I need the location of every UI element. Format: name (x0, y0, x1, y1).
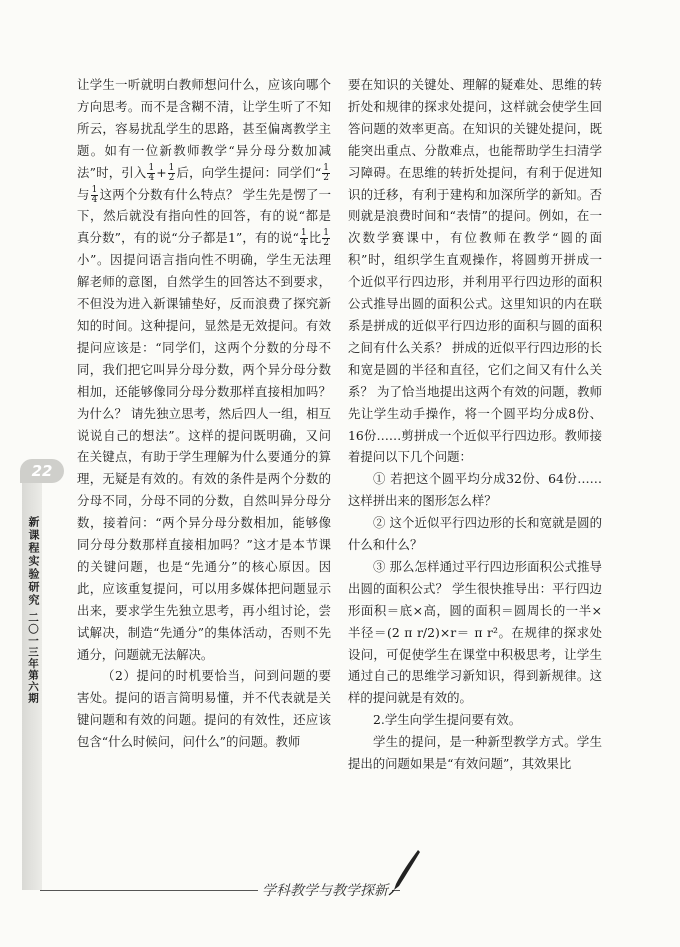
question-3: ③ 那么怎样通过平行四边形面积公式推导出圆的面积公式？ 学生很快推导出：平行四边形面积＝底×高，圆的面积＝圆周长的一半×半径＝(2 π r/2)×r＝ π r²。在规律的探求处设问，可促使学生在课堂中积极思考，让学生通过自己的思维学习新知识，得到新规律。这样的提问就是有效的。 (348, 558, 602, 706)
question-1: ① 若把这个圆平均分成32份、64份……这样拼出来的图形怎么样？ (348, 471, 602, 509)
fraction (300, 229, 308, 248)
numerator: 1 (300, 228, 307, 239)
fraction (168, 164, 176, 183)
paragraph: 学生的提问，是一种新型教学方式。学生提出的问题如果是“有效问题”，其效果比 (348, 734, 602, 772)
text-run: 这两个分数有什么特点？ 学生先是愣了一下，然后就没有指向性的回答，有的说“都是真分数”，有的说“分子都是1”，有的说“ (77, 186, 331, 246)
fraction (91, 186, 99, 205)
fraction (147, 164, 155, 183)
pen-icon (388, 848, 422, 896)
denominator: 2 (168, 172, 175, 183)
issue-info: 二〇一三年第六期 (27, 612, 39, 704)
subheading: 2.学生向学生提问要有效。 (373, 712, 522, 728)
denominator: 2 (323, 172, 329, 183)
paragraph (77, 74, 331, 665)
paragraph: （2）提问的时机要恰当，问到问题的要害处。提问的语言简明易懂，并不代表就是关键问题和有效的问题。提问的有效性，还应该包含“什么时候问，问什么”的问题。教师 (77, 668, 331, 750)
fraction (322, 164, 330, 183)
paragraph: 要在知识的关键处、理解的疑难处、思维的转折处和规律的探求处提问，这样就会使学生回答问题的效率更高。在知识的关键处提问，既能突出重点、分散难点，也能帮助学生扫清学习障碍。在思维的转折处提问，有利于促进知识的迁移，有利于建构和加深所学的新知。否则就是浪费时间和“表情”的提问。例如，在一次数学赛课中，有位教师在教学“圆的面积”时，组织学生直观操作，将圆剪开拼成一个近似平行四边形，并利用平行四边形的面积公式推导出圆的面积公式。这里知识的内在联系是拼成的近似平行四边形的面积与圆的面积之间有什么关系？ 拼成的近似平行四边形的长和宽是圆的半径和直径，它们之间又有什么关系？ 为了恰当地提出这两个有效的问题，教师先让学生动手操作，将一个圆平均分成8份、16份……剪拼成一个近似平行四边形。教师接着提问以下几个问题： (348, 77, 602, 465)
denominator: 2 (323, 238, 329, 249)
left-column (77, 74, 331, 753)
numerator: 1 (168, 162, 175, 173)
page-number-badge: 22 (20, 459, 64, 483)
fraction (322, 229, 330, 248)
text-run: 让学生一听就明白教师想问什么，应该向哪个方向思考。而不是含糊不清，让学生听了不知所云，容易扰乱学生的思路，甚至偏离教学主题。如有一位新教师教学“异分母分数加减法”时，引入 (77, 77, 331, 180)
denominator: 4 (300, 238, 307, 249)
text-run: 比 (308, 230, 322, 246)
footer-title: 学科教学与教学探新 (258, 880, 392, 900)
denominator: 4 (148, 172, 155, 183)
denominator: 4 (91, 194, 98, 205)
question-2: ② 这个近似平行四边形的长和宽就是圆的什么和什么？ (348, 515, 602, 553)
text-run: 后，向学生提问：同学们“ (176, 164, 322, 180)
numerator: 1 (323, 228, 329, 239)
text-run: 小”。因提问语言指向性不明确，学生无法理解老师的意图，自然学生的回答达不到要求，不但没为进入新课铺垫好，反而浪费了探究新知的时间。这种提问，显然是无效提问。有效提问应该是：“同学们，这两个分数的分母不同，我们把它叫异分母分数，两个异分母分数相加，还能够像同分母分数那样直接相加吗？ 为什么？ 请先独立思考，然后四人一组，相互说说自己的想法”。这样的提问既明确，又问在关键点，有助于学生理解为什么要通分的算理，无疑是有效的。有效的条件是两个分数的分母不同，分母不同的分数，自然叫异分母分数，接着问：“两个异分母分数相加，能够像同分母分数那样直接相加吗？”这才是本节课的关键问题，也是“先通分”的核心原因。因此，应该重复提问，可以用多媒体把问题显示出来，要求学生先独立思考，再小组讨论，尝试解决，制造“先通分”的集体活动，否则不先通分，问题就无法解决。 (77, 252, 331, 662)
numerator: 1 (91, 184, 98, 195)
numerator: 1 (323, 162, 329, 173)
journal-name: 新课程实验研究 (27, 516, 40, 607)
right-column (348, 74, 602, 775)
text-run: 与 (77, 186, 90, 202)
plus-sign: + (156, 164, 167, 180)
numerator: 1 (148, 162, 155, 173)
